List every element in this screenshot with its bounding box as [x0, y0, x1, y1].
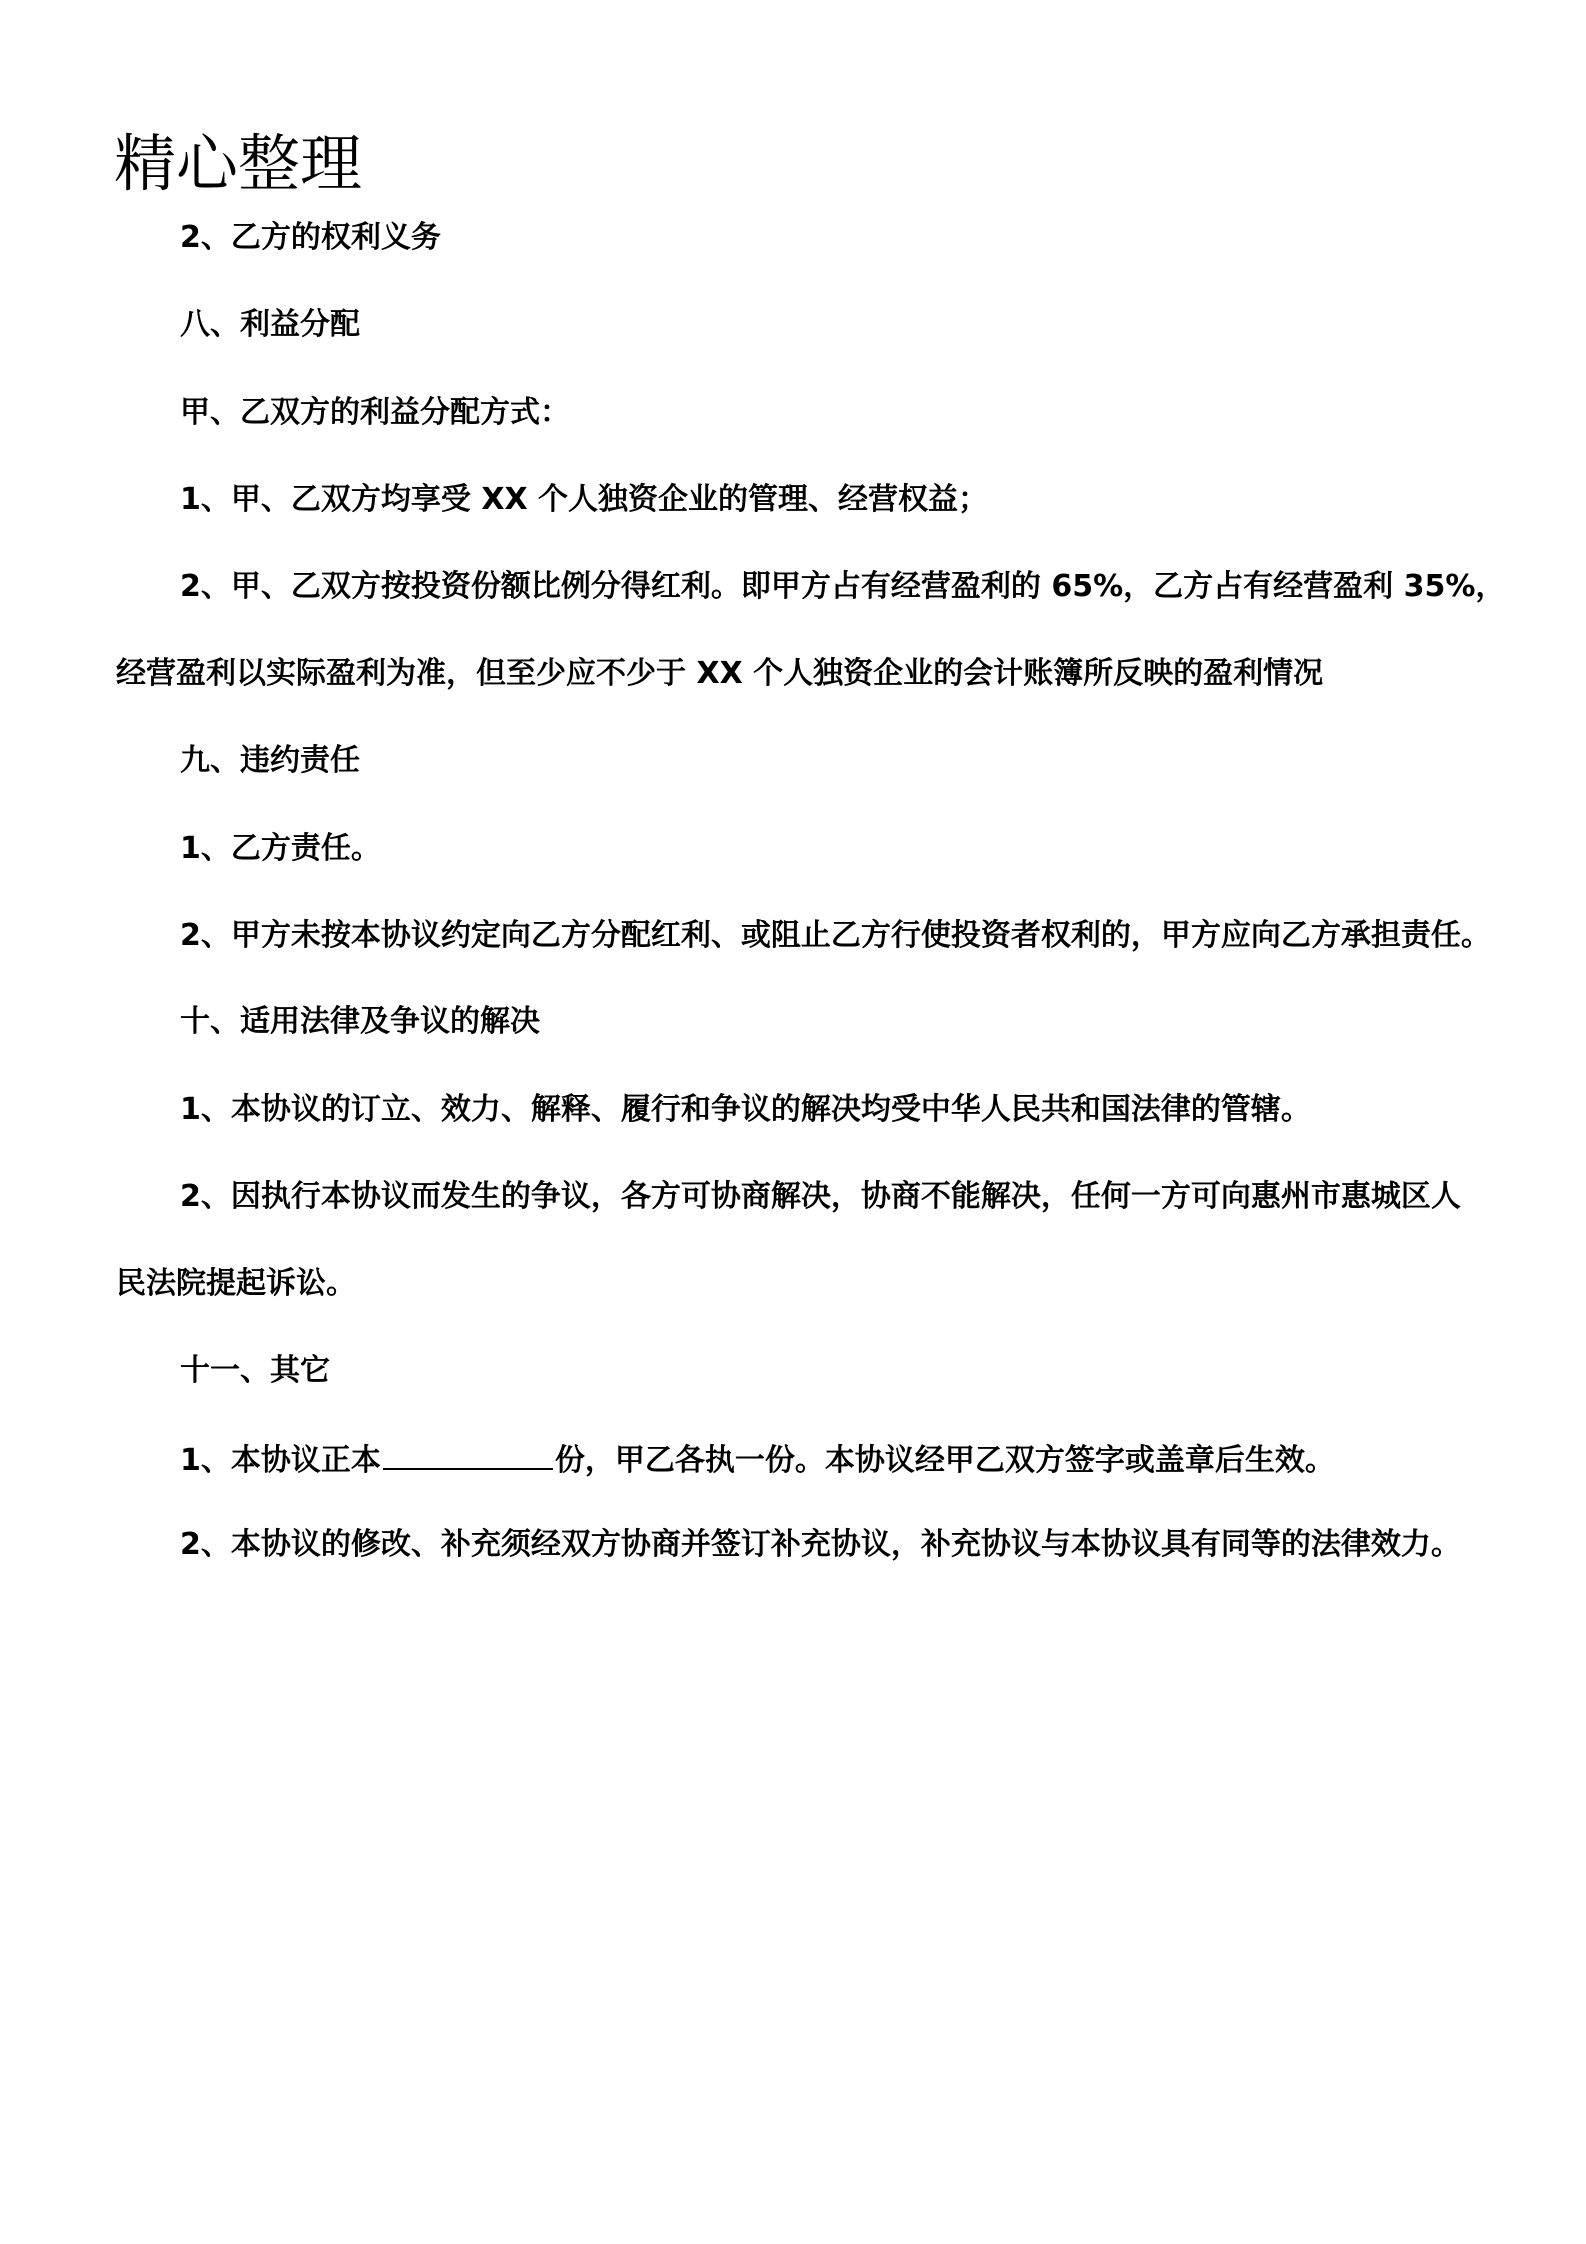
paragraph-amendment: 2、本协议的修改、补充须经双方协商并签订补充协议，补充协议与本协议具有同等的法律效力。 [180, 1527, 1461, 1562]
paragraph-party-b-liability: 1、乙方责任。 [180, 831, 381, 866]
copies-count-blank [383, 1438, 553, 1470]
copies-clause-suffix: 份，甲乙各执一份。本协议经甲乙双方签字或盖章后生效。 [554, 1443, 1335, 1478]
paragraph-management-rights: 1、甲、乙双方均享受 XX 个人独资企业的管理、经营权益； [180, 482, 989, 517]
paragraph-party-b-rights: 2、乙方的权利义务 [180, 220, 441, 255]
paragraph-dividend-ratio-cont: 经营盈利以实际盈利为准，但至少应不少于 XX 个人独资企业的会计账簿所反映的盈利情况 [116, 656, 1324, 691]
paragraph-dividend-ratio: 2、甲、乙双方按投资份额比例分得红利。即甲方占有经营盈利的 65%，乙方占有经营盈利 35%， [180, 569, 1506, 604]
paragraph-distribution-method: 甲、乙双方的利益分配方式： [180, 395, 570, 430]
paragraph-dispute-resolution-cont: 民法院提起诉讼。 [116, 1266, 356, 1301]
copies-clause-prefix: 1、本协议正本 [180, 1443, 381, 1478]
page-header-title: 精心整理 [114, 127, 363, 200]
paragraph-copies-clause [180, 1438, 1550, 1481]
paragraph-party-a-liability: 2、甲方未按本协议约定向乙方分配红利、或阻止乙方行使投资者权利的，甲方应向乙方承担责任。 [180, 918, 1491, 953]
section-heading-profit-distribution: 八、利益分配 [180, 307, 360, 342]
section-heading-applicable-law: 十、适用法律及争议的解决 [180, 1004, 540, 1039]
section-heading-liability: 九、违约责任 [180, 743, 360, 778]
paragraph-dispute-resolution: 2、因执行本协议而发生的争议，各方可协商解决，协商不能解决，任何一方可向惠州市惠城区人 [180, 1179, 1461, 1214]
paragraph-governing-law: 1、本协议的订立、效力、解释、履行和争议的解决均受中华人民共和国法律的管辖。 [180, 1092, 1311, 1127]
section-heading-other: 十一、其它 [180, 1353, 330, 1388]
